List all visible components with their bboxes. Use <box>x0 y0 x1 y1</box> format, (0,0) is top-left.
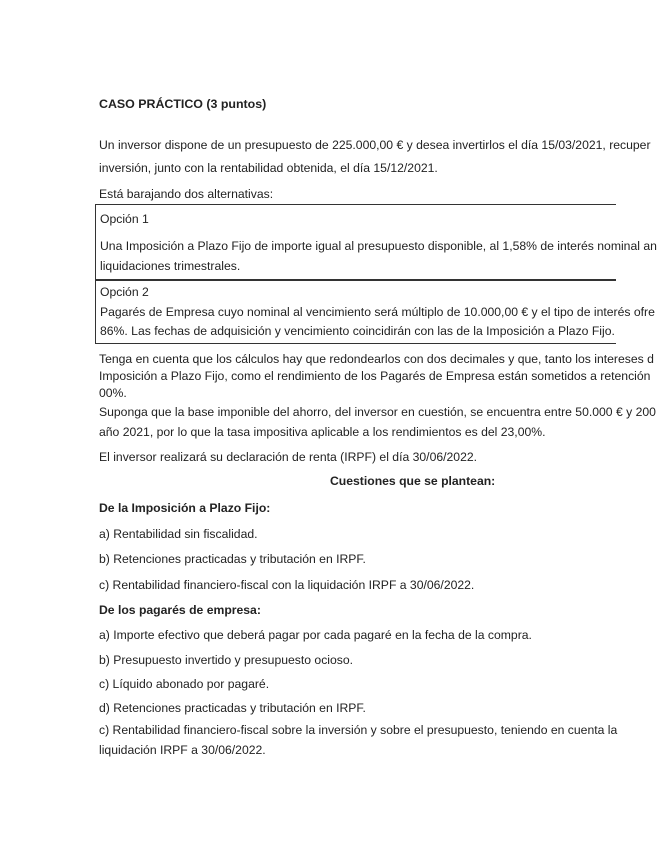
section-1-title: De la Imposición a Plazo Fijo: <box>99 501 271 515</box>
questions-title: Cuestiones que se plantean: <box>330 474 496 488</box>
intro-line-2: inversión, junto con la rentabilidad obtenida, el día 15/12/2021. <box>99 161 438 175</box>
section-2-item-e-line-2: liquidación IRPF a 30/06/2022. <box>99 743 266 757</box>
section-2-item-b: b) Presupuesto invertido y presupuesto ocioso. <box>99 653 354 667</box>
option-2-heading: Opción 2 <box>100 285 149 299</box>
notes-1-line-1: Tenga en cuenta que los cálculos hay que redondearlos con dos decimales y que, tanto los intereses d <box>99 352 654 366</box>
section-1-item-a: a) Rentabilidad sin fiscalidad. <box>99 527 258 541</box>
section-2-item-a: a) Importe efectivo que deberá pagar por cada pagaré en la fecha de la compra. <box>99 628 532 642</box>
alternatives-label: Está barajando dos alternativas: <box>99 187 274 201</box>
section-1-item-b: b) Retenciones practicadas y tributación en IRPF. <box>99 552 366 566</box>
section-2-item-c: c) Líquido abonado por pagaré. <box>99 677 270 691</box>
option-2-box <box>95 279 655 344</box>
notes-2-line-2: año 2021, por lo que la tasa impositiva aplicable a los rendimientos es del 23,00%. <box>99 425 546 439</box>
case-title: CASO PRÁCTICO (3 puntos) <box>99 97 267 111</box>
section-2-title: De los pagarés de empresa: <box>99 603 261 617</box>
option-2-line-2: 86%. Las fechas de adquisición y vencimiento coincidirán con las de la Imposición a Plazo Fijo. <box>100 324 615 338</box>
section-2-item-e-line-1: c) Rentabilidad financiero-fiscal sobre la inversión y sobre el presupuesto, teniendo en cuenta la <box>99 723 618 737</box>
option-1-box <box>95 204 657 281</box>
notes-2-line-1: Suponga que la base imponible del ahorro, del inversor en cuestión, se encuentra entre 50.000 € y 200 <box>99 405 656 419</box>
option-1-line-2: liquidaciones trimestrales. <box>100 259 241 273</box>
intro-line-1: Un inversor dispone de un presupuesto de 225.000,00 € y desea invertirlos el día 15/03/2021, recuper <box>99 138 651 152</box>
section-1-item-c: c) Rentabilidad financiero-fiscal con la liquidación IRPF a 30/06/2022. <box>99 578 475 592</box>
option-1-line-1: Una Imposición a Plazo Fijo de importe igual al presupuesto disponible, al 1,58% de interés nominal an <box>100 239 657 253</box>
notes-1-line-3: 00%. <box>99 386 127 400</box>
option-2-line-1: Pagarés de Empresa cuyo nominal al vencimiento será múltiplo de 10.000,00 € y el tipo de interés ofre <box>100 305 655 319</box>
notes-3: El inversor realizará su declaración de renta (IRPF) el día 30/06/2022. <box>99 450 478 464</box>
notes-1-line-2: Imposición a Plazo Fijo, como el rendimiento de los Pagarés de Empresa están sometidos a retención <box>99 369 651 383</box>
section-2-item-d: d) Retenciones practicadas y tributación en IRPF. <box>99 701 366 715</box>
option-1-heading: Opción 1 <box>100 212 149 226</box>
